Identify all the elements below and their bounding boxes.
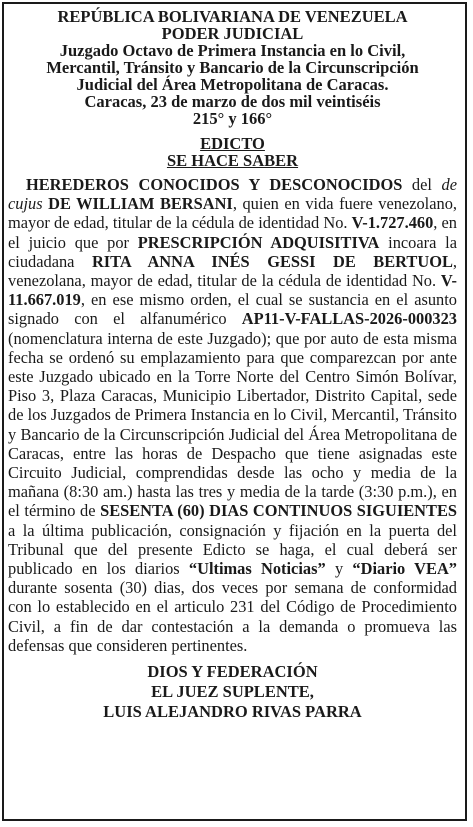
body-text-10: y (325, 559, 353, 579)
plaintiff-id: V-11.667.019 (8, 271, 457, 310)
header-court-line-3: Judicial del Área Metropolitana de Caracas. (76, 75, 389, 94)
body-text-5: incoara la ciudadana (8, 232, 457, 271)
body-text-1: del (402, 175, 442, 194)
title-edicto: EDICTO (200, 134, 265, 153)
claim-type: PRESCRIPCIÓN ADQUISITIVA (137, 232, 380, 252)
case-number: AP11-V-FALLAS-2026-000323 (241, 309, 457, 329)
body-text-3: , quien en vida fuere venezolano, mayor de edad, titular de la cédula de identidad No. (8, 194, 457, 233)
header-court-line-2: Mercantil, Tránsito y Bancario de la Circunscripción (46, 58, 419, 77)
signature-title: EL JUEZ SUPLENTE, (151, 682, 314, 702)
signature-name: LUIS ALEJANDRO RIVAS PARRA (103, 702, 362, 722)
de-cujus-text: de cujus (8, 175, 457, 214)
signature-block (8, 662, 457, 722)
header-years: 215° y 166° (192, 109, 273, 128)
body-text-6: , venezolana, mayor de edad, titular de la cédula de identidad No. (8, 251, 457, 291)
term-days: SESENTA (60) DIAS CONTINUOS SIGUIENTES (100, 501, 457, 521)
newspaper-1: “Ultimas Noticias” (188, 559, 326, 579)
heirs-text: HEREDEROS CONOCIDOS Y DESCONOCIDOS (26, 175, 403, 194)
title-se-hace-saber: SE HACE SABER (166, 151, 299, 170)
signature-motto: DIOS Y FEDERACIÓN (147, 662, 318, 682)
title-block (8, 135, 457, 169)
header-court-line-1: Juzgado Octavo de Primera Instancia en lo Civil, (59, 41, 406, 60)
plaintiff-name: RITA ANNA INÉS GESSI DE BERTUOL (91, 251, 453, 271)
newspaper-2: “Diario VEA” (352, 559, 457, 579)
deceased-id: V-1.727.460 (351, 213, 434, 233)
header-block (8, 8, 457, 127)
deceased-name: DE WILLIAM BERSANI (48, 194, 233, 214)
header-date: Caracas, 23 de marzo de dos mil veintiséis (84, 92, 381, 111)
edict-body (8, 175, 457, 655)
body-text-8: (nomenclatura interna de este Juzgado); que por auto de esta misma fecha se ordenó su emplazamiento para que comparezcan por ante este Juzgado ubicado en la Torre Norte del Centro Simón Bolívar, Piso 3, Plaza Caracas, Municipio Libertador, Distrito Capital, sede de los Juzgados de Primera Instancia en lo Civil, Mercantil, Tránsito y Bancario de la Circunscripción Judicial del Área Metropolitana de Caracas, entre las horas de Despacho que tiene asignadas este Circuito Judicial, comprendidas desde las ocho y media de la mañana (8:30 am.) hasta las tres y media de la tarde (3:30 p.m.), en el término de (8, 328, 457, 521)
body-text-9: a la última publicación, consignación y fijación en la puerta del Tribunal que del presente Edicto se haga, el cual deberá ser publicado en los diarios (8, 520, 457, 579)
edict-content (8, 8, 457, 722)
body-text-7: , en ese mismo orden, el cual se sustancia en el asunto signado con el alfanumérico (8, 290, 457, 329)
body-text-11: durante sosenta (30) dias, dos veces por semana de conformidad con lo establecido en el articulo 231 del Código de Procedimiento Civil, a fin de dar contestación a la demanda o promueva las defensas que consideren pertinentes. (8, 578, 457, 655)
header-republic: REPÚBLICA BOLIVARIANA DE VENEZUELA (57, 7, 408, 26)
header-judicial-power: PODER JUDICIAL (161, 24, 304, 43)
body-text-4: , en el juicio que por (8, 213, 457, 252)
